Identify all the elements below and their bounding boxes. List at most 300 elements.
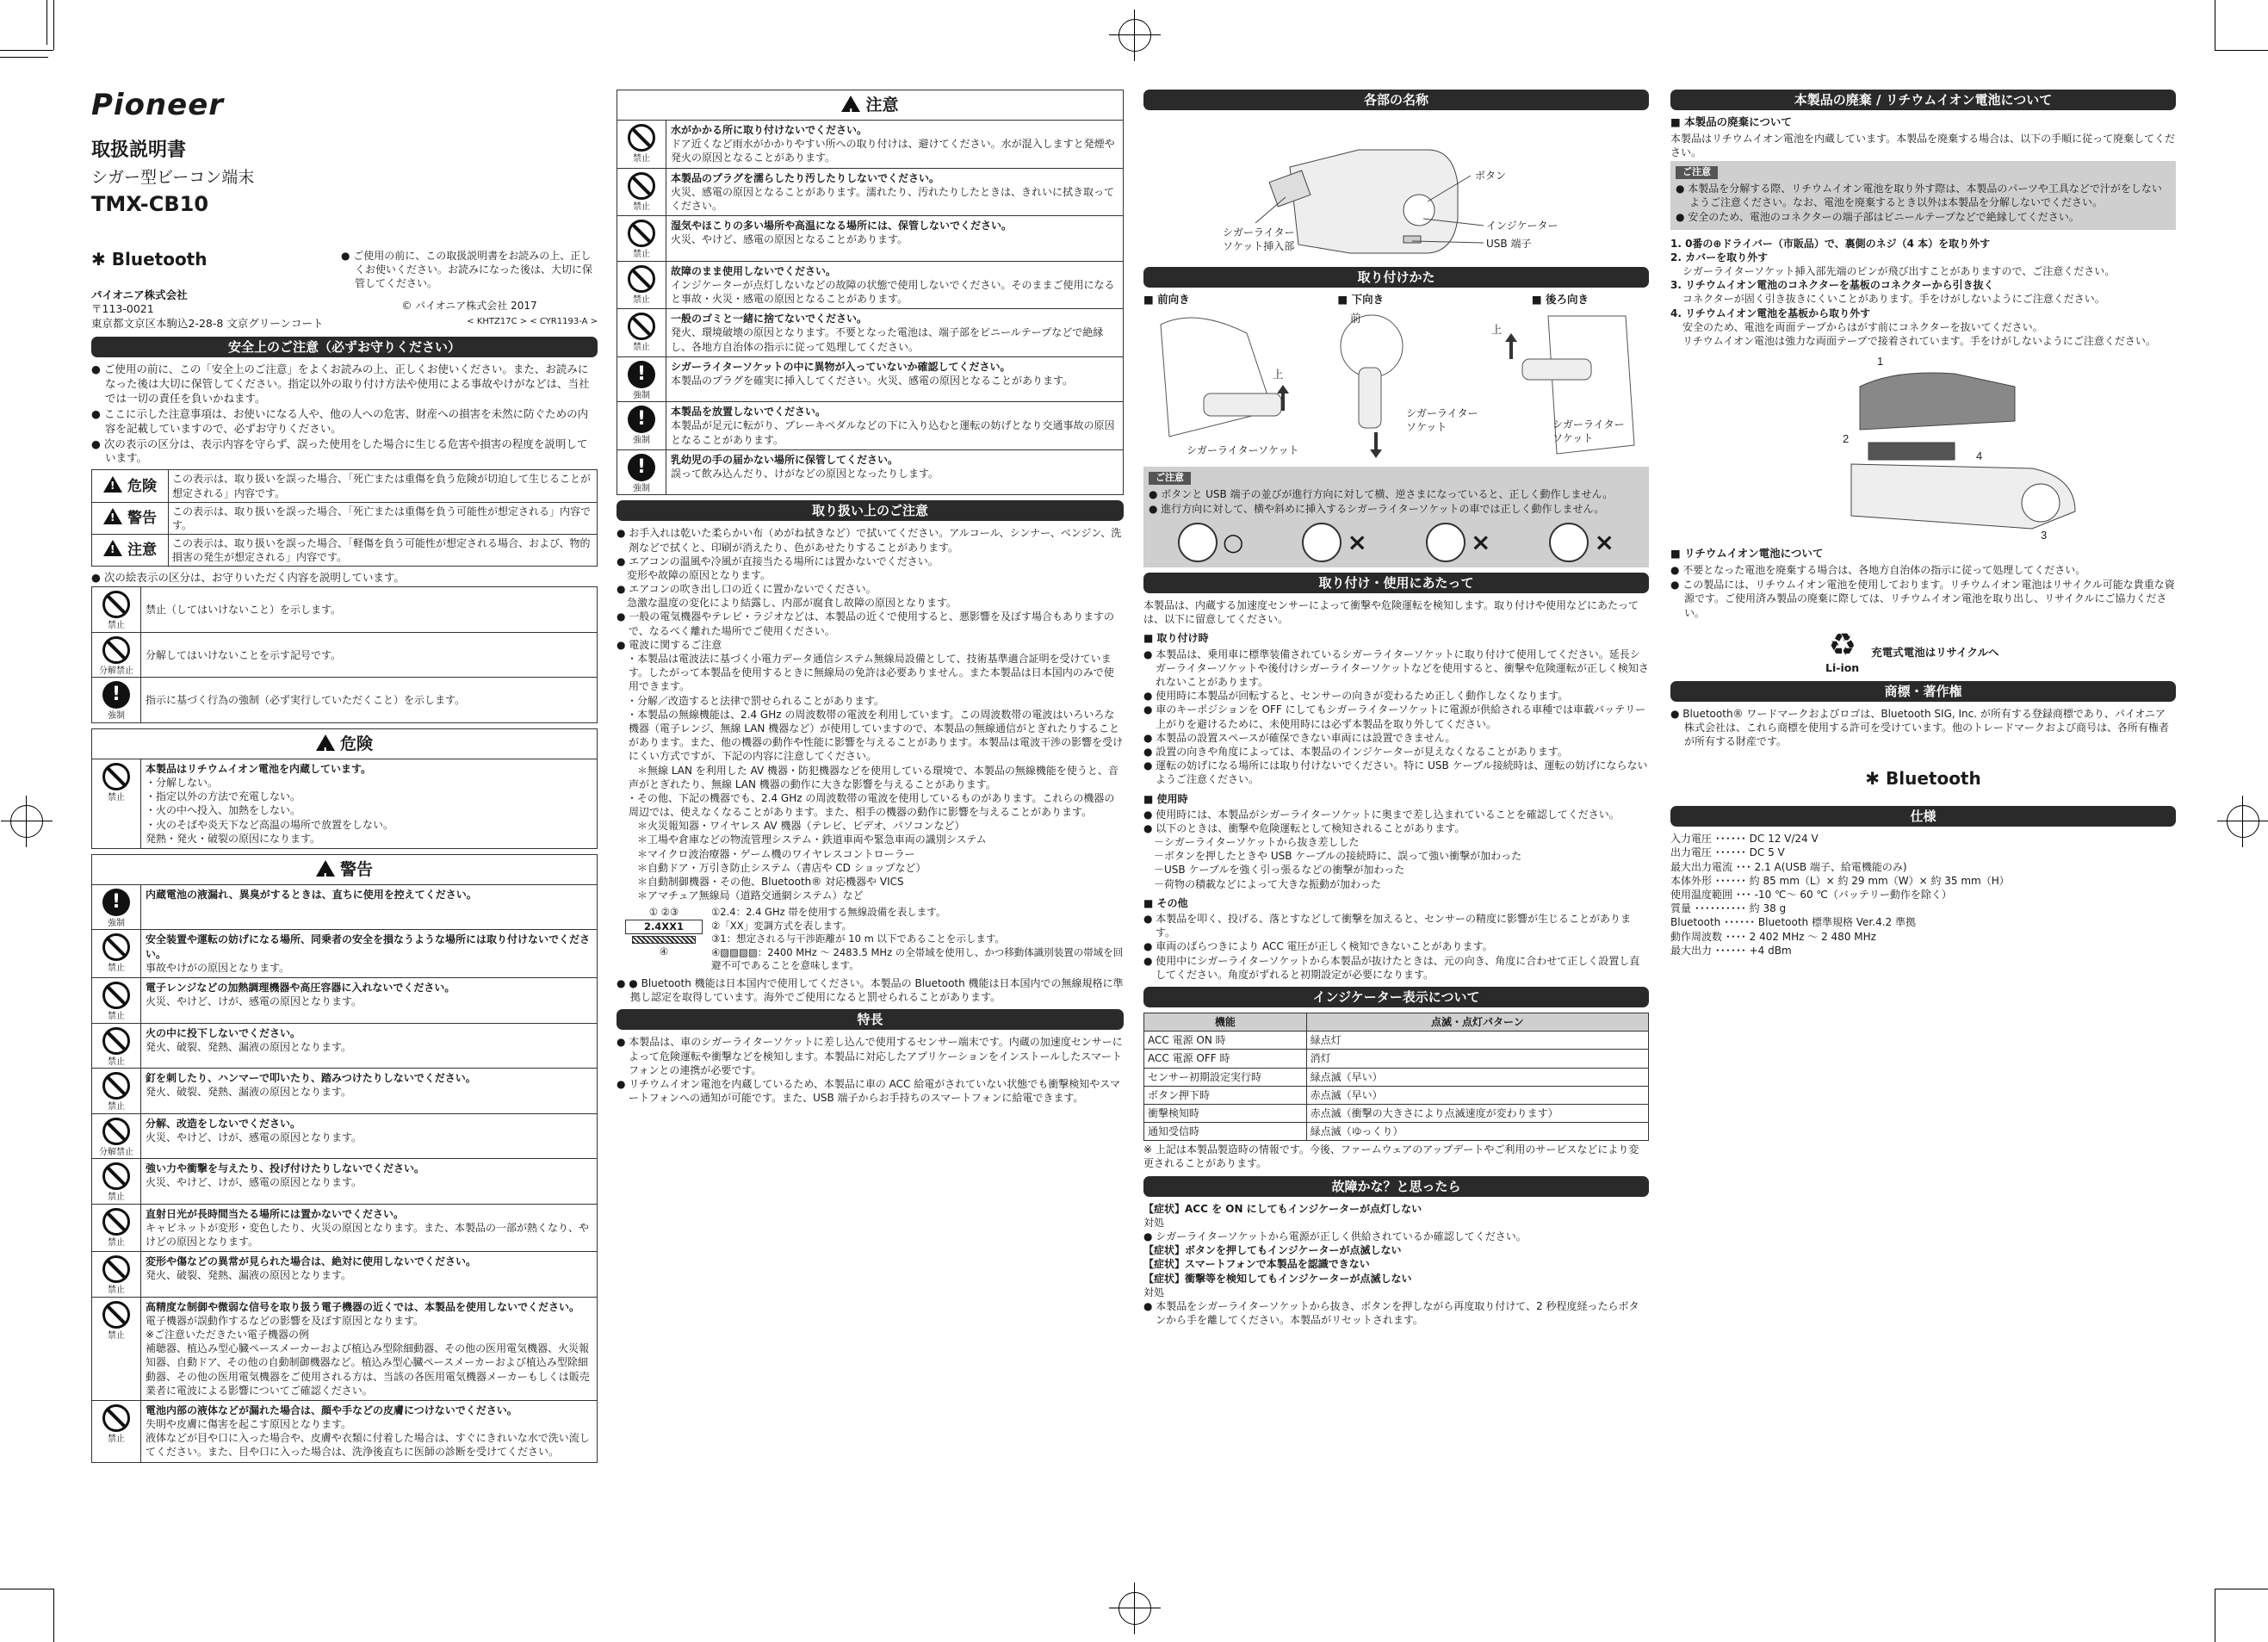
orientation-mark: × — [1594, 528, 1614, 557]
warning-row-body: 本製品のプラグを確実に挿入してください。火災、感電の原因となることがあります。 — [671, 374, 1074, 387]
hazard-level-name: 注意 — [127, 542, 157, 560]
symbol-row — [92, 587, 597, 632]
disposal-caution-list — [1676, 182, 2171, 225]
registration-mark-right — [2227, 805, 2259, 838]
usage-line: ● 本製品は、乗用車に標準装備されているシガーライターソケットに取り付けて使用してください。延長シガーライターソケットや後付けシガーライターソケットなどを使用すると、衝撃や危険運転が正しく検知されないことがあります。 — [1143, 648, 1649, 689]
warning-row-icon-cell — [617, 216, 666, 261]
label-socket-1: シガーライターソケット — [1187, 443, 1299, 456]
freq-notes — [711, 906, 1124, 973]
warning-row-body: 火災、やけど、感電の原因となることがあります。 — [671, 233, 908, 246]
column-4 — [1670, 90, 2176, 957]
mandatory-icon: ! — [628, 406, 655, 433]
warning-row-icon-cell — [92, 759, 141, 848]
label-indicator: インジケーター — [1486, 220, 1558, 232]
handling-line: ● お手入れは乾いた柔らかい布（めがね拭きなど）で拭いてください。アルコール、シンナー、ベンジン、洗剤などで拭くと、印刷が消えたり、色があせたりすることがあります。 — [617, 527, 1122, 554]
indicator-note: ※ 上記は本製品製造時の情報です。今後、ファームウェアのアップデートやご利用のサービスなどにより変更されることがあります。 — [1143, 1143, 1639, 1170]
warning-row-body: 誤って飲み込んだり、けがなどの原因となったりします。 — [671, 468, 939, 480]
usage-line: ● 本製品を叩く、投げる、落とすなどして衝撃を加えると、センサーの精度に影響が生じることがあります。 — [1143, 913, 1632, 939]
socket-circle-icon — [1549, 523, 1589, 562]
warning-row-body: 発火、破裂、発熱、漏液の原因となります。 — [146, 1086, 352, 1099]
disposal-step-heading: 1. 0番の⊕ドライバー（市販品）で、裏側のネジ（4 本）を取り外す — [1670, 237, 1991, 250]
warning-row-heading: 湿気やほこりの多い場所や高温になる場所には、保管しないでください。 — [671, 220, 1013, 232]
column-1 — [91, 86, 598, 1463]
hazard-level-label — [92, 470, 169, 502]
hazard-level-text: この表示は、取り扱いを誤った場合、「死亡または重傷を負う危険が切迫して生じることが想定される」内容です。 — [169, 470, 598, 502]
registration-mark-bottom — [1119, 1592, 1151, 1625]
handling-line: ● エアコンの吹き出し口の近くに置かないでください。 — [617, 583, 877, 596]
disposal-step-heading: 4. リチウムイオン電池を基板から取り外す — [1670, 307, 1871, 319]
bluetooth-wordmark: Bluetooth — [111, 248, 208, 270]
warning-row — [617, 261, 1123, 309]
company-address: 東京都文京区本駒込2-28-8 文京グリーンコート — [91, 317, 324, 331]
pioneer-logo: Pioneer — [91, 88, 225, 122]
warning-row-text — [141, 1114, 597, 1159]
spec-row: Bluetooth ･･････ Bluetooth 標準規格 Ver.4.2 準拠 — [1670, 916, 1916, 929]
warning-row-text — [666, 121, 1123, 168]
handling-line: ・本製品の無線機能は、2.4 GHz の周波数帯の電波を利用しています。この周波数帯の電波はいろいろな機器（電子レンジ、無線 LAN 機器など）が使用していますので、本製品の無線通信がとぎれたりすることがあります。また、他の機器の動作や性能に影響を与えることがあります。本製品は電波干渉の影響を受けにくい方式ですが、下記の内容に注意してください。 — [617, 708, 1124, 763]
warning-row — [617, 168, 1123, 216]
hazard-level-row — [92, 535, 598, 567]
orientation-examples — [1149, 523, 1644, 562]
usage-section-heading: ■ 取り付け時 — [1143, 631, 1649, 645]
indicator-pattern: 緑点滅（早い） — [1306, 1068, 1648, 1086]
warning-row-body: ドア近くなど雨水がかかりやすい所への取り付けは、避けてください。水が混入しますと発煙や発火の原因となることがあります。 — [671, 138, 1115, 164]
warning-row-icon-cell — [617, 169, 666, 216]
icon-caption: 強制 — [108, 711, 125, 722]
warning-row — [617, 449, 1123, 495]
usage-line: －シガーライターソケットから抜き差しした — [1143, 836, 1360, 849]
prohibited-icon — [102, 1301, 130, 1329]
svg-text:2: 2 — [1843, 432, 1850, 446]
trouble-fix-label: 対処 — [1143, 1216, 1165, 1229]
warning-row-body: キャビネットが変形・変色したり、火災の原因となります。また、本製品の一部が熱くなり、やけどの原因となります。 — [146, 1221, 590, 1248]
trademark-title: 商標・著作権 — [1670, 681, 2176, 702]
warning-row-heading: 本製品のプラグを濡らしたり汚したりしないでください。 — [671, 171, 940, 184]
warning-row — [92, 1297, 597, 1400]
icon-caption: 禁止 — [108, 1237, 125, 1248]
spec-row: 使用温度範囲 ･･･ -10 ℃～ 60 ℃（バッテリー動作を除く） — [1670, 888, 1952, 901]
icon-caption: 強制 — [633, 436, 650, 446]
freq-note: ④▨▨▨▨：2400 MHz ～ 2483.5 MHz の全帯域を使用し、かつ移動体識別装置の帯域を回避不可であることを意味します。 — [711, 945, 1124, 972]
icon-caption: 禁止 — [108, 792, 125, 802]
warning-row-icon-cell — [92, 1024, 141, 1069]
icon-caption: 禁止 — [633, 250, 650, 260]
prohibited-icon — [102, 1208, 130, 1236]
disposal-step-body: 安全のため、電池を両面テープからはがす前にコネクターを抜いてください。 リチウムイオン電池は強力な両面テープで接着されています。手をけがしないようにご注意ください。 — [1682, 320, 2156, 347]
warning-row-text — [141, 1024, 597, 1069]
column-3 — [1143, 90, 1649, 1327]
symbol-text: 指示に基づく行為の強制（必ず実行していただくこと）を示します。 — [146, 694, 466, 707]
mount-title: 取り付けかた — [1143, 267, 1649, 288]
spec-row: 本体外形 ･･････ 約 85 mm（L）× 約 29 mm（W）× 約 35 mm（H） — [1670, 874, 2010, 887]
usage-line: －ボタンを押したときや USB ケーブルの接続時に、誤って強い衝撃が加わった — [1143, 850, 1522, 863]
svg-text:4: 4 — [1976, 449, 1983, 463]
spec-list — [1670, 832, 2176, 957]
orientation-example — [1549, 523, 1614, 562]
icon-caption: 禁止 — [108, 1012, 125, 1022]
warning-row — [617, 356, 1123, 402]
icon-caption: 禁止 — [108, 1434, 125, 1444]
mount-caution-list — [1149, 487, 1644, 516]
warning-row-text — [141, 1205, 597, 1252]
device-illustration — [1143, 115, 1649, 262]
intro-note: ● ご使用の前に、この取扱説明書をお読みの上、正しくお使いください。お読みになった後は、大切に保管してください。 — [341, 249, 598, 291]
warning-row-heading: 一般のゴミと一緒に捨てないでください。 — [671, 313, 868, 325]
trouble-items — [1143, 1202, 1649, 1328]
parts-diagram — [1143, 115, 1649, 262]
warning-triangle-icon — [103, 540, 122, 556]
warning-row-body: 失明や皮膚に傷害を起こす原因となります。 液体などが目や口に入った場合や、皮膚や衣類に付着した場合は、すぐにきれいな水で洗い流してください。また、目や口に入った場合は、洗浄後直ちに医師の診断を受けてください。 — [146, 1418, 590, 1459]
recycle-icon: ♻ — [1828, 627, 1856, 663]
warning-row-heading: 故障のまま使用しないでください。 — [671, 264, 837, 277]
bluetooth-wordmark-2: Bluetooth — [1885, 768, 1981, 790]
warning-triangle-icon — [841, 96, 860, 112]
symbol-icon-cell — [92, 678, 141, 722]
handling-line: ＊自動ドア・万引き防止システム（書店や CD ショップなど） — [617, 861, 926, 874]
svg-text:1: 1 — [1877, 355, 1884, 369]
warning-row-body: 火災、やけど、けが、感電の原因となります。 — [146, 995, 363, 1008]
zip-code: 〒113-0021 — [91, 302, 154, 316]
battery-line: ● この製品には、リチウムイオン電池を使用しております。リチウムイオン電池はリサイクル可能な貴重な資源です。ご使用済み製品の廃棄に際しては、リチウムイオン電池を取り出し、リサイクルにご協力ください。 — [1670, 578, 2176, 620]
indicator-row — [1144, 1086, 1649, 1104]
warning-row-text — [141, 1401, 597, 1462]
warning-row-icon-cell — [92, 1114, 141, 1159]
icon-caption: 分解禁止 — [99, 666, 133, 676]
prohibited-icon — [102, 591, 130, 618]
safety-bullet: ● ご使用の前に、この「安全上のご注意」をよくお読みの上、正しくお使いください。また、お読みになった後は大切に保管してください。指定以外の取り付け方法や使用による事故やけがなどは、当社では一切の責任を負いかねます。 — [91, 362, 598, 406]
warning-row-icon-cell — [617, 450, 666, 495]
disposal-step-heading: 3. リチウムイオン電池のコネクターを基板のコネクターから引き抜く — [1670, 279, 1994, 292]
warning-row — [92, 977, 597, 1023]
symbol-row — [92, 632, 597, 678]
handling-line: ● 一般の電気機器やテレビ・ラジオなどは、本製品の近くで使用すると、悪影響を及ぼす場合もありますので、なるべく離れた場所でご使用ください。 — [617, 610, 1115, 637]
icon-caption: 強制 — [108, 918, 125, 928]
indicator-table — [1143, 1013, 1649, 1141]
feature-line: ● リチウムイオン電池を内蔵しているため、本製品に車の ACC 給電がされていない状態でも衝撃検知やスマートフォンへの通知が可能です。また、USB 端子からお手持ちのスマートフォンに給電できます。 — [617, 1077, 1120, 1105]
warning-row-heading: 変形や傷などの異常が見られた場合は、絶対に使用しないでください。 — [146, 1255, 477, 1268]
spec-row: 最大出力電流 ･･･ 2.1 A(USB 端子、給電機能のみ) — [1670, 860, 1907, 873]
warning-row — [92, 1158, 597, 1204]
warning-triangle-icon — [316, 734, 335, 751]
prohibited-icon — [102, 1404, 130, 1432]
warning-row — [92, 759, 597, 848]
indicator-pattern: 赤点滅（衝撃の大きさにより点滅速度が変わります） — [1306, 1104, 1648, 1122]
label-up-1: 上 — [1273, 367, 1284, 381]
spec-row: 最大出力 ･･････ +4 dBm — [1670, 944, 1792, 957]
mandatory-icon: ! — [102, 889, 130, 916]
handling-line: ＊工場や倉庫などの物流管理システム・鉄道車両や緊急車両の識別システム — [617, 833, 987, 846]
indicator-function: ボタン押下時 — [1144, 1086, 1307, 1104]
battery-lines — [1670, 563, 2176, 620]
prohibited-icon — [102, 1162, 130, 1190]
warning-row — [92, 1113, 597, 1159]
prohibited-icon — [102, 1027, 130, 1055]
symbol-icon-cell — [92, 633, 141, 678]
warning-row-text — [666, 357, 1123, 402]
trouble-symptom: 【症状】ACC を ON にしてもインジケーターが点灯しない — [1143, 1202, 1422, 1215]
warning-row-icon-cell — [92, 1159, 141, 1204]
warning-row-body: 火災、やけど、けが、感電の原因となります。 — [146, 1131, 363, 1143]
trouble-symptom: 【症状】スマートフォンで本製品を認識できない — [1143, 1258, 1370, 1271]
warning-row-text — [666, 309, 1123, 356]
document-codes: < KHTZ17C > < CYR1193-A > — [467, 317, 598, 327]
warning-row-icon-cell — [92, 1205, 141, 1252]
warning-row — [617, 215, 1123, 261]
safety-title: 安全上のご注意（必ずお守りください） — [91, 337, 598, 357]
indicator-row — [1144, 1032, 1649, 1050]
warning-row-heading: 電池内部の液体などが漏れた場合は、顔や手などの皮膚につけないでください。 — [146, 1403, 517, 1416]
warning-row-heading: シガーライターソケットの中に異物が入っていないか確認してください。 — [671, 360, 1011, 373]
recycle-mark — [1825, 627, 2176, 676]
indicator-pattern: 消灯 — [1306, 1050, 1648, 1068]
disposal-caution-box — [1670, 161, 2176, 229]
orientation-example — [1302, 523, 1366, 562]
icon-caption: 禁止 — [108, 621, 125, 631]
warning-row-heading: 本製品はリチウムイオン電池を内蔵しています。 — [146, 762, 372, 775]
mandatory-icon: ! — [102, 681, 130, 709]
feature-lines — [617, 1035, 1124, 1105]
parts-title: 各部の名称 — [1143, 90, 1649, 110]
icon-caption: 禁止 — [633, 343, 650, 353]
indicator-title: インジケーター表示について — [1143, 987, 1649, 1007]
warning-row-text — [666, 450, 1123, 495]
indicator-row — [1144, 1050, 1649, 1068]
trouble-title: 故障かな？と思ったら — [1143, 1176, 1649, 1197]
hazard-level-text: この表示は、取り扱いを誤った場合、「死亡または重傷を負う可能性が想定される」内容です。 — [169, 502, 598, 534]
label-up-2: 上 — [1491, 322, 1503, 336]
icon-caption: 禁止 — [108, 1286, 125, 1296]
freq-note: ②「XX」変調方式を表します。 — [711, 919, 852, 932]
handling-line: ● 電波に関するご注意 — [617, 638, 722, 651]
warning-row-heading: 電子レンジなどの加熱調理機器や高圧容器に入れないでください。 — [146, 982, 455, 994]
icon-caption: 強制 — [633, 390, 650, 400]
indicator-header-function: 機能 — [1144, 1013, 1307, 1031]
warning-box — [91, 885, 598, 1463]
battery-line: ● 不要となった電池を廃棄する場合は、各地方自治体の指示に従って処理してください。 — [1670, 563, 2176, 577]
bluetooth-logo-2 — [1670, 767, 2176, 790]
warning-row — [92, 1068, 597, 1113]
mount-caution-box — [1143, 467, 1649, 567]
product-name: シガー型ビーコン端末 — [91, 167, 255, 187]
view-back: ■ 後ろ向き — [1531, 293, 1589, 306]
warning-row-text — [666, 262, 1123, 309]
copyright: © パイオニア株式会社 2017 — [401, 300, 537, 313]
icon-caption: 禁止 — [633, 201, 650, 212]
warning-row-body: 火災、やけど、けが、感電の原因となります。 — [146, 1176, 363, 1189]
usage-intro: 本製品は、内蔵する加速度センサーによって衝撃や危険運転を検知します。取り付けや使用などにあたっては、以下に留意してください。 — [1143, 599, 1639, 626]
danger-header: !危険 — [91, 728, 598, 759]
warning-row — [92, 929, 597, 977]
indicator-pattern: 緑点滅（ゆっくり） — [1306, 1123, 1648, 1141]
warning-row-icon-cell — [92, 1298, 141, 1400]
warning-row-text — [666, 169, 1123, 216]
handling-line: ・分解／改造すると法律で罰せられることがあります。 — [617, 694, 885, 707]
mount-view-labels — [1143, 293, 1649, 307]
prohibited-icon — [102, 1255, 130, 1283]
warning-row-heading: 直射日光が長時間当たる場所には置かないでください。 — [146, 1207, 405, 1220]
icon-caption: 禁止 — [108, 1056, 125, 1067]
warning-row-icon-cell — [92, 1401, 141, 1462]
column-2 — [617, 90, 1124, 1105]
hazard-level-label — [92, 535, 169, 567]
spec-row: 質量 ･･････････ 約 38 g — [1670, 902, 1787, 915]
usage-line: ● 以下のときは、衝撃や危険運転として検知されることがあります。 — [1143, 821, 1466, 834]
warning-row-text — [141, 1298, 597, 1400]
usage-title: 取り付け・使用にあたって — [1143, 573, 1649, 593]
warning-row — [92, 1400, 597, 1462]
prohibited-icon — [628, 124, 655, 152]
battery-subtitle: ■ リチウムイオン電池について — [1670, 547, 2176, 561]
prohibited-icon — [102, 982, 130, 1009]
warning-row-icon-cell — [617, 262, 666, 309]
warning-row-body: 火災、感電の原因となることがあります。濡れたり、汚れたりしたときは、きれいに拭き取ってください。 — [671, 185, 1115, 212]
handling-line: 急激な温度の変化により結露し、内部が腐食し故障の原因となります。 — [617, 597, 957, 610]
socket-circle-icon — [1426, 523, 1466, 562]
indicator-function: 衝撃検知時 — [1144, 1104, 1307, 1122]
freq-number-4: ④ — [659, 945, 669, 958]
symbol-intro: ● 次の絵表示の区分は、お守りいただく内容を説明しています。 — [91, 571, 598, 586]
danger-box — [91, 759, 598, 849]
handling-title: 取り扱い上のご注意 — [617, 500, 1124, 521]
handling-line: ＊アマチュア無線局（道路交通網システム）など — [617, 889, 864, 902]
freq-note: ③1：想定される与干渉距離が 10 m 以下であることを示します。 — [711, 933, 1006, 945]
disassembly-illustration — [1670, 348, 2176, 542]
warning-row-icon-cell — [92, 1252, 141, 1297]
warning-row-body: 発火、破裂、発熱、漏液の原因となります。 — [146, 1269, 352, 1282]
usage-section-heading: ■ その他 — [1143, 896, 1649, 910]
label-socket-2: シガーライター ソケット — [1406, 406, 1478, 434]
disposal-steps — [1670, 237, 2176, 349]
trademark-text: ● Bluetooth® ワードマークおよびロゴは、Bluetooth SIG, Inc. が所有する登録商標であり、パイオニア株式会社は、これら商標を使用する許可を受けています。他のトレードマークおよび商号は、各所有権者が所有する財産です。 — [1670, 707, 2176, 749]
warning-row — [92, 1251, 597, 1297]
hazard-level-table — [91, 469, 598, 567]
prohibited-icon — [102, 763, 130, 790]
prohibited-icon — [102, 1072, 130, 1100]
registration-mark-left — [10, 805, 43, 838]
bluetooth-icon: ✱ — [91, 248, 106, 270]
svg-text:3: 3 — [2041, 529, 2048, 542]
recycle-label: 充電式電池はリサイクルへ — [1871, 645, 1999, 659]
mount-caution: ● 進行方向に対して、横や斜めに挿入するシガーライターソケットの車では正しく動作しません。 — [1149, 502, 1644, 516]
handling-line: ＊無線 LAN を利用した AV 機器・防犯機器などを使用している環境で、本製品の無線機能を使うと、音声がとぎれたり、無線 LAN 機器の動作に大きな影響を与えることがあります。 — [617, 764, 1119, 790]
warning-row-heading: 高精度な制御や微弱な信号を取り扱う電子機器の近くでは、本製品を使用しないでください。 — [146, 1300, 580, 1313]
trouble-symptom: 【症状】ボタンを押してもインジケーターが点滅しない — [1143, 1244, 1402, 1257]
warning-row-text — [141, 978, 597, 1023]
warning-row-text — [141, 885, 597, 930]
socket-circle-icon — [1302, 523, 1342, 562]
label-socket-insert: シガーライター ソケット挿入部 — [1223, 226, 1295, 253]
warning-row-heading: 乳幼児の手の届かない場所に保管してください。 — [671, 453, 899, 466]
warning-row-text — [141, 1252, 597, 1297]
usage-line: ● 使用時には、本製品がシガーライターソケットに奥まで差し込まれていることを確認してください。 — [1143, 808, 1620, 821]
symbol-table — [91, 586, 598, 723]
prohibited-icon — [628, 265, 655, 293]
registration-mark-top — [1119, 19, 1151, 52]
warning-row-text — [141, 759, 597, 848]
doc-title: 取扱説明書 — [91, 139, 187, 161]
caution-box — [617, 121, 1124, 495]
freq-numbers: ① ②③ — [648, 906, 679, 919]
indicator-row — [1144, 1123, 1649, 1141]
warning-row-heading: 火の中に投下しないでください。 — [146, 1026, 301, 1039]
warning-row-icon-cell — [617, 402, 666, 449]
usage-line: ● 設置の向きや角度によっては、本製品のインジケーターが見えなくなることがあります。 — [1143, 745, 1568, 758]
warning-row — [92, 1023, 597, 1069]
indicator-function: ACC 電源 OFF 時 — [1144, 1050, 1307, 1068]
warning-row-body: ・分解しない。 ・指定以外の方法で充電しない。 ・火の中へ投入、加熱をしない。 ・火のそばや炎天下など高温の場所で放置をしない。 発熱・発火・破裂の原因になります。 — [146, 777, 394, 845]
icon-caption: 禁止 — [108, 1330, 125, 1341]
symbol-text: 分解してはいけないことを示す記号です。 — [146, 648, 342, 661]
warning-row — [92, 885, 597, 930]
warning-row — [617, 401, 1123, 449]
usage-sections — [1143, 631, 1649, 982]
warning-row-text — [141, 1159, 597, 1204]
handling-line: ・その他、下記の機器でも、2.4 GHz の周波数帯の電波を使用しているものがあります。これらの機器の周辺では、使えなくなることがあります。また、相手の機器の動作に影響を与えることがあります。 — [617, 791, 1115, 819]
warning-row — [617, 121, 1123, 168]
trouble-fix: ● シガーライターソケットから電源が正しく供給されているか確認してください。 — [1143, 1230, 1527, 1243]
label-front: 前 — [1350, 311, 1361, 325]
view-down: ■ 下向き — [1337, 293, 1385, 306]
mount-diagrams — [1143, 307, 1649, 467]
usage-section-heading: ■ 使用時 — [1143, 792, 1649, 806]
warning-row-body: 本製品が足元に転がり、ブレーキペダルなどの下に入り込むと運転の妨げとなり交通事故の原因となることがあります。 — [671, 419, 1115, 446]
no-disassembly-icon — [102, 636, 130, 664]
label-button: ボタン — [1475, 170, 1507, 182]
symbol-text: 禁止（してはいけないこと）を示します。 — [146, 604, 342, 617]
symbol-row — [92, 677, 597, 722]
indicator-row — [1144, 1068, 1649, 1086]
warning-row-body: 事故やけがの原因となります。 — [146, 961, 290, 974]
usage-line: －USB ケーブルを強く引っ張るなどの衝撃が加わった — [1143, 864, 1405, 877]
warning-row-text — [141, 1069, 597, 1113]
warning-row-body: 発火、破裂、発熱、漏液の原因となります。 — [146, 1040, 352, 1053]
safety-bullets — [91, 362, 598, 466]
warning-row-heading: 内蔵電池の液漏れ、異臭がするときは、直ちに使用を控えてください。 — [146, 888, 477, 901]
warning-row-icon-cell — [617, 121, 666, 168]
warning-row-icon-cell — [617, 357, 666, 402]
icon-caption: 禁止 — [108, 1193, 125, 1203]
indicator-row — [1144, 1104, 1649, 1122]
specs-title: 仕様 — [1670, 806, 2176, 827]
usage-line: －荷物の積載などによって大きな振動が加わった — [1143, 877, 1381, 890]
warning-row-body: 電子機器が誤動作するなどの影響を及ぼす原因となります。 ※ご注意いただきたい電子機器の例 補聴器、植込み型心臓ペースメーカーおよび植込み型除細動器、その他の医用電気機器、火災報知器、自動ドア、その他の自動制御機器など。植込み型心臓ペースメーカーおよび植込み型除細動器、その他の医用電気機器をご使用される方は、当該の各医用電気機器メーカーもしくは販売業者に電波による影響についてご確認ください。 — [146, 1314, 590, 1397]
prohibited-icon — [628, 172, 655, 200]
features-title: 特長 — [617, 1009, 1124, 1030]
hazard-level-name: 危険 — [127, 477, 157, 495]
indicator-header-pattern: 点滅・点灯パターン — [1306, 1013, 1648, 1031]
bluetooth-icon: ✱ — [1865, 768, 1881, 790]
freq-hatch — [632, 936, 696, 944]
usage-line: ● 本製品の設置スペースが確保できない車両には設置できません。 — [1143, 731, 1456, 744]
usage-line: ● 使用時に本製品が回転すると、センサーの向きが変わるため正しく動作しなくなります。 — [1143, 690, 1569, 703]
indicator-function: ACC 電源 ON 時 — [1144, 1032, 1307, 1050]
handling-line: ＊火災報知器・ワイヤレス AV 機器（テレビ、ビデオ、パソコンなど） — [617, 820, 965, 833]
warning-header: !警告 — [91, 854, 598, 885]
caution-tag: ご注意 — [1676, 166, 1718, 179]
orientation-mark: × — [1470, 528, 1491, 557]
warning-row-text — [666, 402, 1123, 449]
warning-row-heading: 分解、改造をしないでください。 — [146, 1117, 301, 1130]
warning-row-body: インジケーターが点灯しないなどの故障の状態で使用しないでください。そのままご使用になると事故・火災・感電の原因となることがあります。 — [671, 278, 1115, 305]
feature-line: ● 本製品は、車のシガーライターソケットに差し込んで使用するセンサー端末です。内蔵の加速度センサーによって危険運転や衝撃などを検知します。本製品に対応したアプリケーションをインストールしたスマートフォンとの連携が必要です。 — [617, 1036, 1123, 1076]
handling-line: ＊自動制御機器・その他、Bluetooth® 対応機器や VICS — [617, 876, 904, 888]
hazard-level-label — [92, 502, 169, 534]
label-socket-3: シガーライター ソケット — [1552, 418, 1625, 445]
hazard-level-row — [92, 470, 598, 502]
disposal-caution: ● 安全のため、電池のコネクターの端子部はビニールテープなどで絶縁してください。 — [1676, 210, 2171, 224]
liion-label: Li-ion — [1825, 660, 1860, 674]
company-name: パイオニア株式会社 — [91, 288, 188, 301]
